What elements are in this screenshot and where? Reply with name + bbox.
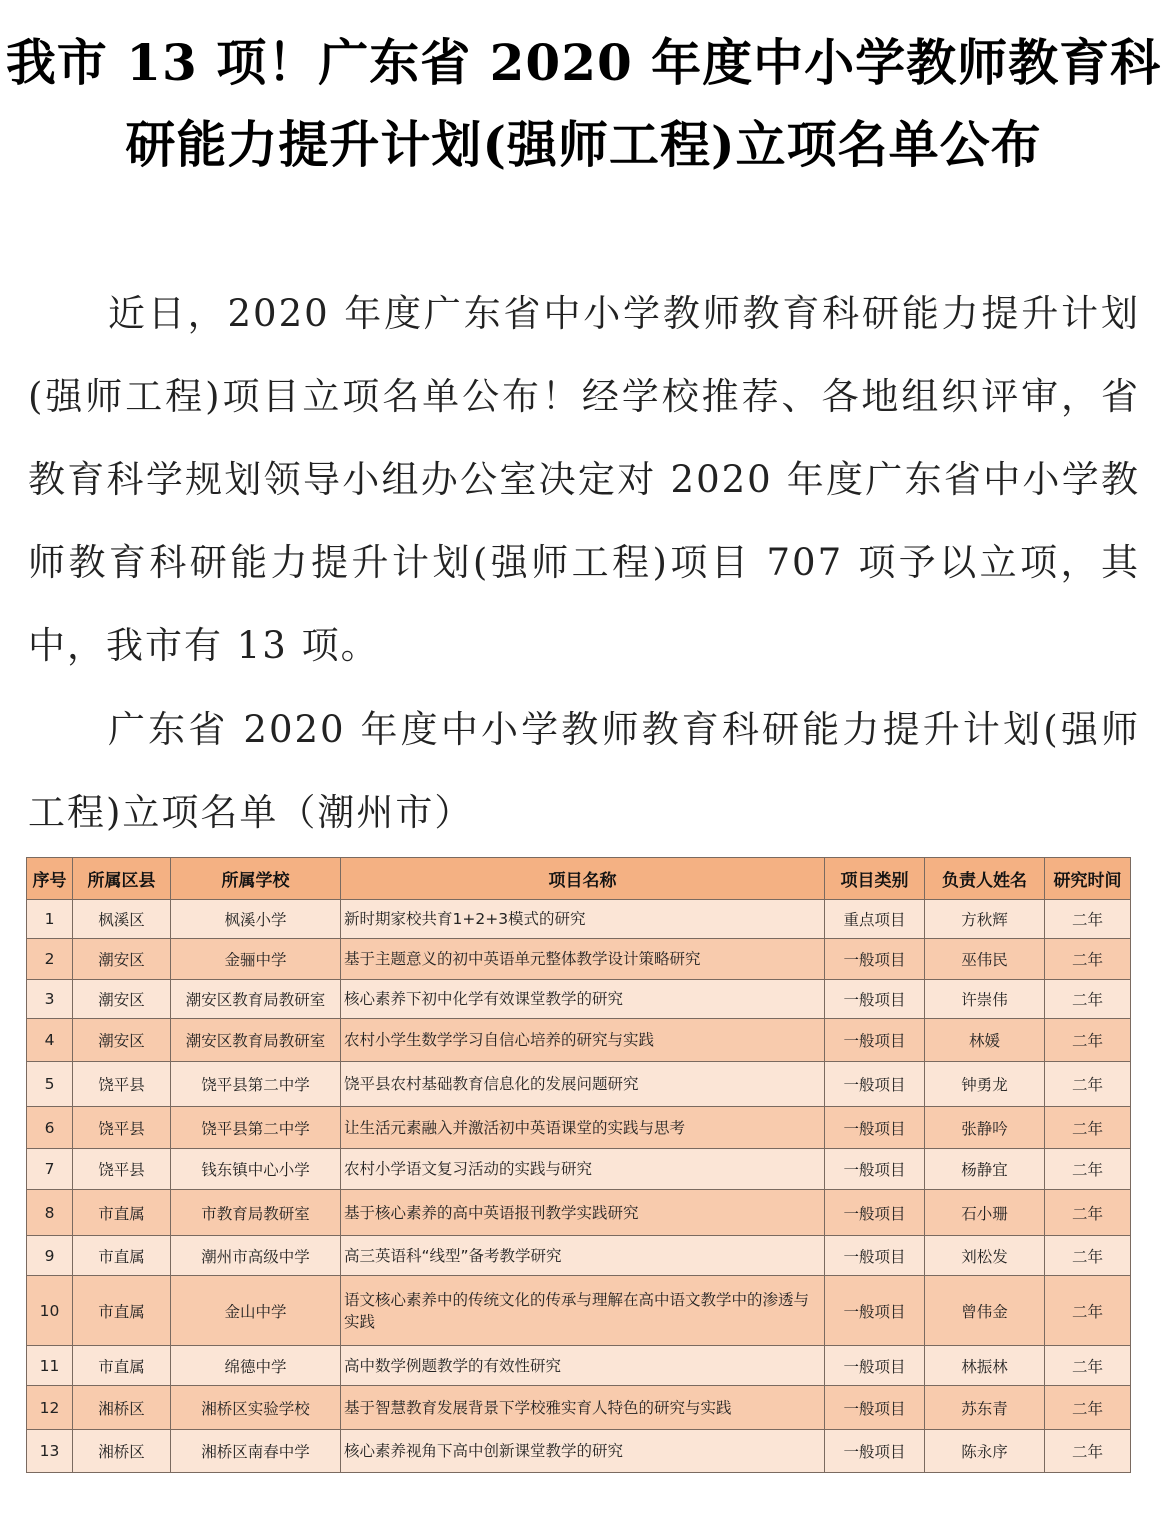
- cell-school: 潮安区教育局教研室: [171, 1019, 341, 1062]
- cell-leader: 陈永序: [925, 1430, 1045, 1473]
- cell-school: 绵德中学: [171, 1346, 341, 1386]
- cell-project-name: 基于核心素养的高中英语报刊教学实践研究: [341, 1190, 825, 1236]
- cell-duration: 二年: [1045, 939, 1131, 980]
- cell-leader: 杨静宜: [925, 1149, 1045, 1190]
- cell-school: 潮州市高级中学: [171, 1236, 341, 1276]
- cell-school: 市教育局教研室: [171, 1190, 341, 1236]
- title-line-2: 研能力提升计划(强师工程)立项名单公布: [125, 115, 1042, 174]
- cell-index: 12: [27, 1386, 73, 1430]
- cell-index: 8: [27, 1190, 73, 1236]
- cell-project-name: 语文核心素养中的传统文化的传承与理解在高中语文教学中的渗透与实践: [341, 1276, 825, 1346]
- cell-district: 市直属: [73, 1346, 171, 1386]
- table-row: [27, 1430, 1131, 1473]
- cell-project-name: 基于智慧教育发展背景下学校雅实育人特色的研究与实践: [341, 1386, 825, 1430]
- cell-school: 金山中学: [171, 1276, 341, 1346]
- cell-category: 一般项目: [825, 1386, 925, 1430]
- cell-duration: 二年: [1045, 900, 1131, 939]
- cell-project-name: 饶平县农村基础教育信息化的发展问题研究: [341, 1062, 825, 1107]
- cell-district: 饶平县: [73, 1107, 171, 1149]
- cell-leader: 曾伟金: [925, 1276, 1045, 1346]
- cell-index: 11: [27, 1346, 73, 1386]
- cell-leader: 许崇伟: [925, 980, 1045, 1019]
- cell-district: 市直属: [73, 1236, 171, 1276]
- header-project-name: 项目名称: [341, 858, 825, 900]
- cell-leader: 石小珊: [925, 1190, 1045, 1236]
- cell-duration: 二年: [1045, 1346, 1131, 1386]
- cell-index: 1: [27, 900, 73, 939]
- cell-district: 潮安区: [73, 939, 171, 980]
- cell-category: 一般项目: [825, 1346, 925, 1386]
- cell-district: 枫溪区: [73, 900, 171, 939]
- cell-category: 一般项目: [825, 1062, 925, 1107]
- cell-project-name: 让生活元素融入并激活初中英语课堂的实践与思考: [341, 1107, 825, 1149]
- table-row: [27, 1386, 1131, 1430]
- cell-school: 钱东镇中心小学: [171, 1149, 341, 1190]
- cell-district: 市直属: [73, 1190, 171, 1236]
- cell-school: 金骊中学: [171, 939, 341, 980]
- cell-category: 一般项目: [825, 1190, 925, 1236]
- table-row: [27, 1190, 1131, 1236]
- list-caption: 广东省 2020 年度中小学教师教育科研能力提升计划(强师工程)立项名单（潮州市）: [28, 708, 1140, 834]
- cell-district: 市直属: [73, 1276, 171, 1346]
- table-row: [27, 1019, 1131, 1062]
- cell-leader: 钟勇龙: [925, 1062, 1045, 1107]
- cell-district: 湘桥区: [73, 1430, 171, 1473]
- cell-duration: 二年: [1045, 1236, 1131, 1276]
- table-body: [27, 900, 1131, 1473]
- cell-project-name: 核心素养下初中化学有效课堂教学的研究: [341, 980, 825, 1019]
- cell-school: 饶平县第二中学: [171, 1107, 341, 1149]
- header-district: 所属区县: [73, 858, 171, 900]
- cell-project-name: 高中数学例题教学的有效性研究: [341, 1346, 825, 1386]
- cell-category: 一般项目: [825, 1276, 925, 1346]
- cell-index: 2: [27, 939, 73, 980]
- cell-index: 4: [27, 1019, 73, 1062]
- cell-leader: 林媛: [925, 1019, 1045, 1062]
- cell-leader: 张静吟: [925, 1107, 1045, 1149]
- cell-duration: 二年: [1045, 1107, 1131, 1149]
- header-duration: 研究时间: [1045, 858, 1131, 900]
- header-school: 所属学校: [171, 858, 341, 900]
- table-row: [27, 1276, 1131, 1346]
- cell-index: 3: [27, 980, 73, 1019]
- cell-category: 一般项目: [825, 980, 925, 1019]
- cell-category: 一般项目: [825, 1149, 925, 1190]
- cell-duration: 二年: [1045, 1190, 1131, 1236]
- cell-project-name: 农村小学生数学学习自信心培养的研究与实践: [341, 1019, 825, 1062]
- article-title: [0, 22, 1167, 186]
- header-category: 项目类别: [825, 858, 925, 900]
- cell-duration: 二年: [1045, 1019, 1131, 1062]
- header-leader: 负责人姓名: [925, 858, 1045, 900]
- table-row: [27, 1062, 1131, 1107]
- cell-school: 饶平县第二中学: [171, 1062, 341, 1107]
- cell-leader: 林振林: [925, 1346, 1045, 1386]
- cell-project-name: 核心素养视角下高中创新课堂教学的研究: [341, 1430, 825, 1473]
- table-row: [27, 1107, 1131, 1149]
- table-row: [27, 1236, 1131, 1276]
- cell-category: 一般项目: [825, 1019, 925, 1062]
- cell-duration: 二年: [1045, 1062, 1131, 1107]
- cell-district: 饶平县: [73, 1062, 171, 1107]
- cell-leader: 方秋辉: [925, 900, 1045, 939]
- cell-duration: 二年: [1045, 1430, 1131, 1473]
- table-row: [27, 1149, 1131, 1190]
- table-header-row: [27, 858, 1131, 900]
- cell-index: 5: [27, 1062, 73, 1107]
- cell-leader: 刘松发: [925, 1236, 1045, 1276]
- intro-paragraph: 近日，2020 年度广东省中小学教师教育科研能力提升计划(强师工程)项目立项名单公布！经学校推荐、各地组织评审，省教育科学规划领导小组办公室决定对 2020 年度广东省中小学教师教育科研能力提升计划(强师工程)项目 707 项予以立项，其中，我市有 13 项。: [28, 292, 1140, 667]
- cell-category: 一般项目: [825, 1430, 925, 1473]
- table-row: [27, 939, 1131, 980]
- cell-project-name: 高三英语科“线型”备考教学研究: [341, 1236, 825, 1276]
- cell-duration: 二年: [1045, 1149, 1131, 1190]
- title-line-1: 我市 13 项！广东省 2020 年度中小学教师教育科: [5, 33, 1162, 92]
- cell-school: 湘桥区南春中学: [171, 1430, 341, 1473]
- cell-leader: 苏东青: [925, 1386, 1045, 1430]
- cell-index: 6: [27, 1107, 73, 1149]
- cell-district: 潮安区: [73, 980, 171, 1019]
- cell-duration: 二年: [1045, 1386, 1131, 1430]
- table-row: [27, 980, 1131, 1019]
- cell-project-name: 农村小学语文复习活动的实践与研究: [341, 1149, 825, 1190]
- cell-category: 重点项目: [825, 900, 925, 939]
- cell-index: 10: [27, 1276, 73, 1346]
- cell-district: 饶平县: [73, 1149, 171, 1190]
- cell-school: 湘桥区实验学校: [171, 1386, 341, 1430]
- cell-school: 枫溪小学: [171, 900, 341, 939]
- cell-project-name: 基于主题意义的初中英语单元整体教学设计策略研究: [341, 939, 825, 980]
- cell-project-name: 新时期家校共育1+2+3模式的研究: [341, 900, 825, 939]
- cell-index: 7: [27, 1149, 73, 1190]
- cell-category: 一般项目: [825, 1107, 925, 1149]
- cell-duration: 二年: [1045, 1276, 1131, 1346]
- cell-index: 9: [27, 1236, 73, 1276]
- cell-category: 一般项目: [825, 939, 925, 980]
- cell-leader: 巫伟民: [925, 939, 1045, 980]
- cell-category: 一般项目: [825, 1236, 925, 1276]
- table-row: [27, 1346, 1131, 1386]
- cell-duration: 二年: [1045, 980, 1131, 1019]
- cell-index: 13: [27, 1430, 73, 1473]
- project-table: [26, 857, 1131, 1473]
- table-row: [27, 900, 1131, 939]
- cell-district: 湘桥区: [73, 1386, 171, 1430]
- header-index: 序号: [27, 858, 73, 900]
- cell-district: 潮安区: [73, 1019, 171, 1062]
- cell-school: 潮安区教育局教研室: [171, 980, 341, 1019]
